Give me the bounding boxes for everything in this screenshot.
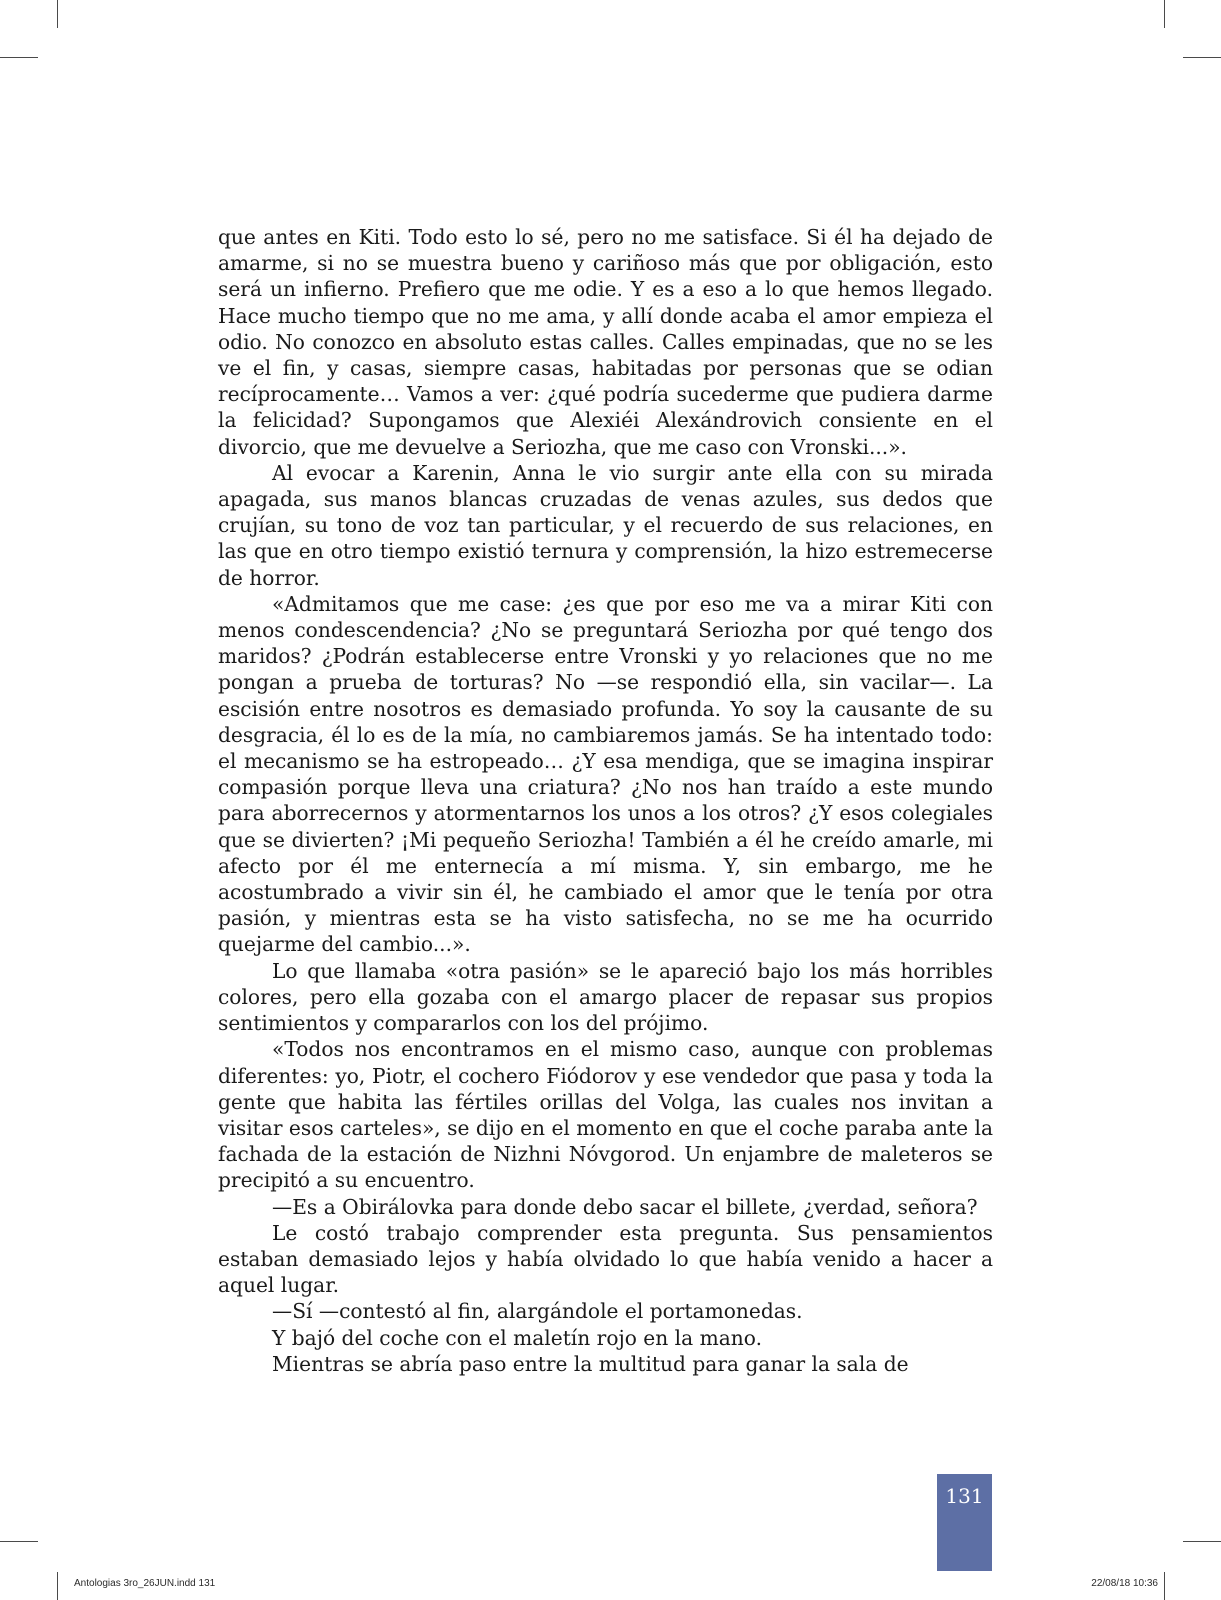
paragraph: Al evocar a Karenin, Anna le vio surgir ante ella con su mirada apagada, sus manos blancas cruzadas de venas azules, sus dedos que crujían, su tono de voz tan particular, y el recuerdo de sus relaciones, en las que en otro tiempo existió ternura y comprensión, la hizo estremecerse de horror. (218, 460, 993, 590)
print-slug-filename: Antologias 3ro_26JUN.indd 131 (74, 1578, 216, 1589)
paragraph: que antes en Kiti. Todo esto lo sé, pero no me satisface. Si él ha dejado de amarme, si no se muestra bueno y cariñoso más que por obligación, esto será un infierno. Prefiero que me odie. Y es a eso a lo que hemos llegado. Hace mucho tiempo que no me ama, y allí donde acaba el amor empieza el odio. No conozco en absoluto estas calles. Calles empinadas, que no se les ve el fin, y casas, siempre casas, habitadas por personas que se odian recíprocamente… Vamos a ver: ¿qué podría sucederme que pudiera darme la felicidad? Supongamos que Alexiéi Alexándrovich consiente en el divorcio, que me devuelve a Seriozha, que me caso con Vronski...». (218, 225, 993, 459)
print-slug-timestamp: 22/08/18 10:36 (1091, 1578, 1158, 1589)
paragraph: «Admitamos que me case: ¿es que por eso me va a mirar Kiti con menos condescendencia? ¿No se preguntará Seriozha por qué tengo dos maridos? ¿Podrán establecerse entre Vronski y yo relaciones que no me pongan a prueba de torturas? No —se respondió ella, sin vacilar—. La escisión entre nosotros es demasiado profunda. Yo soy la causante de su desgracia, él lo es de la mía, no cambiaremos jamás. Se ha intentado todo: el mecanismo se ha estropeado… ¿Y esa mendiga, que se imagina inspirar compasión porque lleva una criatura? ¿No nos han traído a este mundo para aborrecernos y atormentarnos los unos a los otros? ¿Y esos colegiales que se divierten? ¡Mi pequeño Seriozha! También a él he creído amarle, mi afecto por él me enternecía a mí misma. Y, sin embargo, me he acostumbrado a vivir sin él, he cambiado el amor que le tenía por otra pasión, y mientras esta se ha visto satisfecha, no se me ha ocurrido quejarme del cambio...». (218, 591, 993, 957)
paragraph: —Es a Obirálovka para donde debo sacar el billete, ¿verdad, señora? (272, 1194, 978, 1219)
crop-mark-left-top (0, 57, 38, 58)
paragraph: Le costó trabajo comprender esta pregunta. Sus pensamientos estaban demasiado lejos y había olvidado lo que había venido a hacer a aquel lugar. (218, 1220, 993, 1298)
paragraph: Y bajó del coche con el maletín rojo en la mano. (272, 1325, 762, 1350)
crop-mark-top-right (1164, 0, 1165, 28)
paragraph: Lo que llamaba «otra pasión» se le apareció bajo los más horribles colores, pero ella gozaba con el amargo placer de repasar sus propios sentimientos y compararlos con los del prójimo. (218, 958, 993, 1036)
crop-mark-bottom-left (57, 1572, 58, 1600)
crop-mark-top-left (57, 0, 58, 28)
crop-mark-bottom-right (1164, 1572, 1165, 1600)
crop-mark-left-bottom (0, 1541, 38, 1542)
paragraph: «Todos nos encontramos en el mismo caso, aunque con problemas diferentes: yo, Piotr, el cochero Fiódorov y ese vendedor que pasa y toda la gente que habita las fértiles orillas del Volga, las cuales nos invitan a visitar esos carteles», se dijo en el momento en que el coche paraba ante la fachada de la estación de Nizhni Nóvgorod. Un enjambre de maleteros se precipitó a su encuentro. (218, 1037, 993, 1193)
paragraph: —Sí —contestó al fin, alargándole el portamonedas. (272, 1299, 803, 1324)
paragraph: Mientras se abría paso entre la multitud para ganar la sala de (272, 1351, 909, 1376)
body-text (218, 224, 993, 1377)
crop-mark-right-top (1183, 57, 1221, 58)
crop-mark-right-bottom (1183, 1541, 1221, 1542)
page-number: 131 (945, 1484, 984, 1508)
